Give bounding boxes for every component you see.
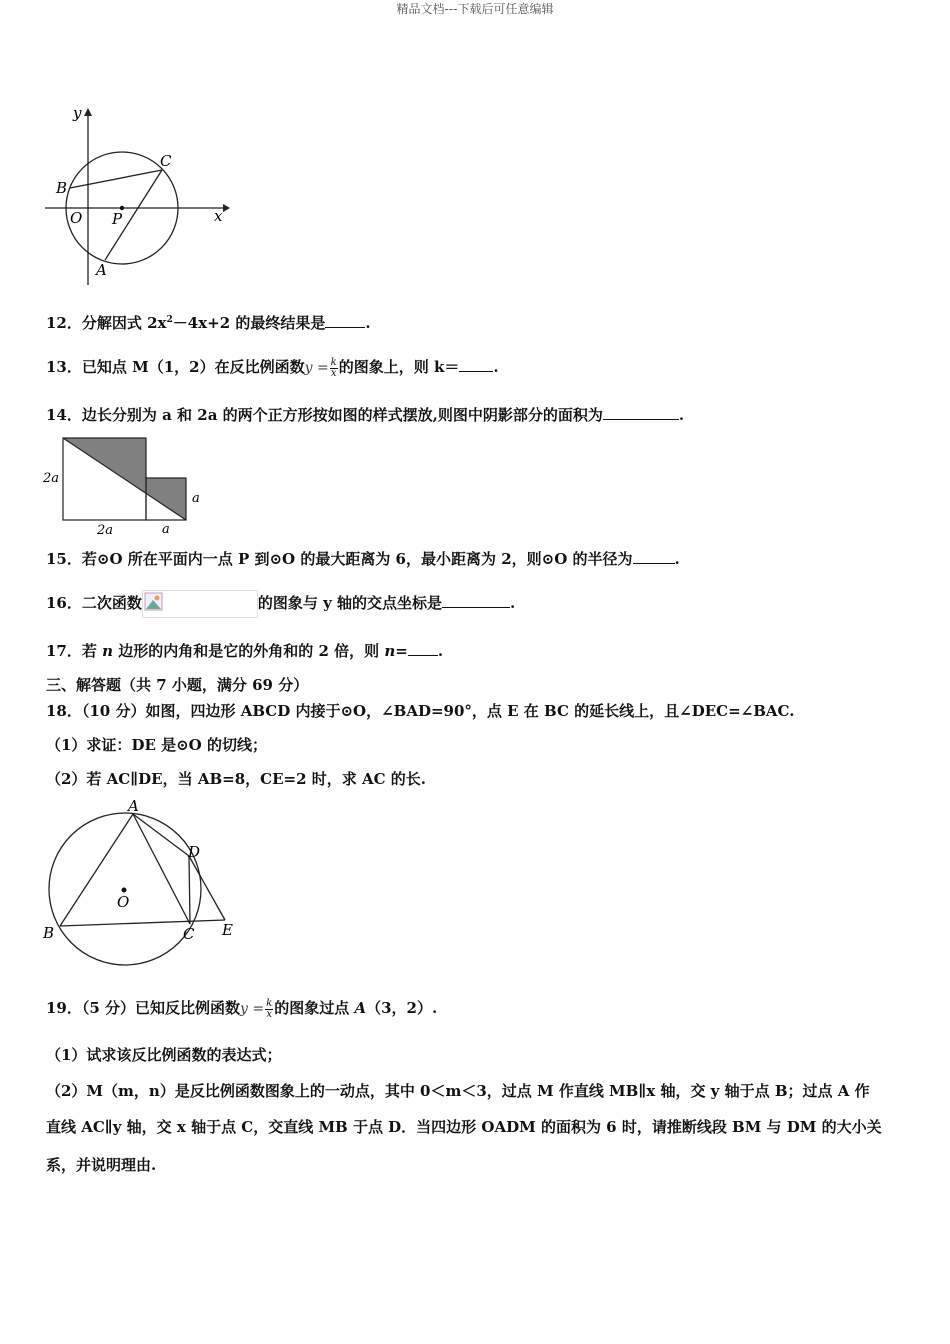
q19-prefix: 19．（5 分）已知反比例函数 [46, 999, 241, 1017]
q17-prefix: 17．若 [46, 642, 97, 660]
point-C-label: C [160, 152, 172, 170]
q19-point-A: A [354, 999, 367, 1017]
question-19-part-2-line-3: 系，并说明理由. [46, 1156, 157, 1174]
question-19-part-2-line-2: 直线 AC∥y 轴，交 x 轴于点 C，交直线 MB 于点 D．当四边形 OADM 的面积为 6 时，请推断线段 BM 与 DM 的大小关 [46, 1118, 882, 1136]
q12-exponent: 2 [166, 315, 173, 325]
point-B-label: B [56, 179, 68, 197]
q14-end: . [678, 406, 685, 424]
question-18: 18．（10 分）如图，四边形 ABCD 内接于⊙O，∠BAD=90°，点 E 在 BC 的延长线上，且∠DEC=∠BAC. [46, 702, 795, 720]
q19-numerator: k [266, 997, 273, 1009]
question-14 [46, 404, 684, 425]
question-19-part-2-line-1: （2）M（m，n）是反比例函数图象上的一动点，其中 0＜m＜3，过点 M 作直线 MB∥x 轴，交 y 轴于点 B；过点 A 作 [46, 1082, 870, 1100]
point-A-label: A [128, 797, 139, 815]
point-C-label: C [183, 925, 195, 943]
q17-mid: 边形的内角和是它的外角和的 2 倍，则 [118, 642, 380, 660]
q16-prefix: 16．二次函数 [46, 594, 142, 612]
q19-fraction [265, 999, 273, 1020]
question-12 [46, 312, 371, 333]
q19-suffix: （3，2）. [366, 999, 438, 1017]
point-O-label: O [117, 893, 130, 911]
question-18-part-1: （1）求证：DE 是⊙O 的切线； [46, 736, 267, 754]
q14-text: 14．边长分别为 a 和 2a 的两个正方形按如图的样式摆放,则图中阴影部分的面积为 [46, 406, 603, 424]
question-18-part-2: （2）若 AC∥DE，当 AB=8，CE=2 时，求 AC 的长. [46, 770, 427, 788]
question-15 [46, 548, 680, 569]
point-P-label: P [112, 210, 123, 228]
q19-mid: 的图象过点 [274, 999, 350, 1017]
q12-prefix: 12．分解因式 2x [46, 314, 167, 332]
question-16 [46, 590, 515, 618]
q17-n: n [102, 642, 114, 660]
q17-answer-blank[interactable] [408, 641, 438, 656]
axis-x-label: x [214, 207, 223, 225]
q13-end: . [493, 358, 499, 376]
q13-denominator: x [330, 367, 337, 379]
q12-suffix: －4x+2 的最终结果是 [172, 314, 326, 332]
q17-end: . [437, 642, 444, 660]
question-13 [46, 356, 499, 379]
q14-answer-blank[interactable] [603, 405, 679, 420]
q16-suffix: 的图象与 y 轴的交点坐标是 [257, 594, 443, 612]
question-19-part-1: （1）试求该反比例函数的表达式； [46, 1046, 282, 1064]
q15-answer-blank[interactable] [633, 549, 675, 564]
question-17 [46, 640, 443, 661]
page-header: 精品文档---下载后可任意编辑 [396, 2, 554, 16]
axis-y-label: y [73, 104, 82, 122]
label-2a-bottom: 2a [97, 523, 114, 538]
q13-fraction [330, 358, 338, 379]
figure-two-squares [40, 430, 220, 538]
label-a-right: a [192, 491, 200, 506]
q15-end: . [674, 550, 680, 568]
q13-y-equals: y = [304, 360, 329, 376]
q13-answer-blank[interactable] [459, 357, 493, 372]
q13-numerator: k [330, 356, 337, 368]
label-2a-left: 2a [43, 471, 60, 486]
section-heading: 三、解答题（共 7 小题，满分 69 分） [46, 676, 309, 694]
q19-denominator: x [266, 1008, 272, 1020]
point-O-label: O [70, 209, 83, 227]
q16-answer-blank[interactable] [442, 593, 510, 608]
point-E-label: E [222, 921, 233, 939]
q15-text: 15．若⊙O 所在平面内一点 P 到⊙O 的最大距离为 6，最小距离为 2，则⊙O 的半径为 [46, 550, 633, 568]
figure-circle-axes [40, 100, 235, 290]
point-B-label: B [43, 924, 55, 942]
point-D-label: D [188, 843, 201, 861]
q16-end: . [510, 594, 516, 612]
q13-suffix: 的图象上，则 k＝ [338, 358, 460, 376]
q12-answer-blank[interactable] [325, 313, 365, 328]
q17-eq: = [395, 642, 408, 660]
label-a-bottom: a [162, 522, 170, 537]
q19-y-equals: y = [240, 1001, 265, 1017]
q12-end: . [365, 314, 371, 332]
q17-n2: n [384, 642, 396, 660]
broken-image-icon [142, 590, 258, 618]
figure-inscribed-quadrilateral [40, 796, 245, 971]
point-A-label: A [96, 261, 107, 279]
question-19 [46, 997, 437, 1020]
q13-prefix: 13．已知点 M（1，2）在反比例函数 [46, 358, 305, 376]
